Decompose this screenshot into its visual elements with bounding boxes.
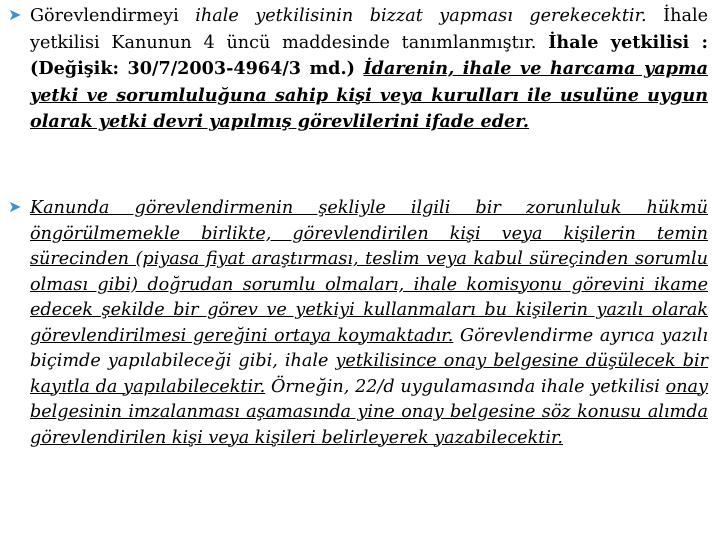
bullet-paragraph-2 xyxy=(8,196,708,451)
paragraph-1-text xyxy=(30,4,708,136)
paragraph-2-segment: yetkilisince onay belgesine düşülecek bir kayıtla da yapılabilecektir. xyxy=(30,351,708,397)
paragraph-1-segment: İdarenin, ihale ve harcama yapma yetki ve sorumluluğuna sahip kişi veya kurulları ile usulüne uygun olarak yetki devri yapılmış görevlilerini ifade eder. xyxy=(30,58,708,132)
paragraph-1-segment: ihale yetkilisinin bizzat yapması gerekecektir. xyxy=(195,6,647,26)
paragraph-1-segment: İhale yetkilisi : (Değişik: 30/7/2003-4964/3 md.) xyxy=(30,31,708,79)
paragraph-1-segment: İhale yetkilisi Kanunun 4 üncü maddesinde tanımlanmıştır. xyxy=(30,6,708,53)
arrow-bullet-icon: ➤ xyxy=(8,5,22,24)
paragraph-2-text xyxy=(30,196,708,451)
paragraph-1-segment: Görevlendirmeyi xyxy=(30,6,196,26)
paragraph-2-segment: Görevlendirme ayrıca yazılı biçimde yapılabileceği gibi, ihale xyxy=(30,325,709,371)
paragraph-2-segment: Örneğin, 22/d uygulamasında ihale yetkilisi xyxy=(265,376,666,397)
bullet-paragraph-1 xyxy=(8,4,708,136)
arrow-bullet-icon: ➤ xyxy=(8,197,22,216)
paragraph-2-segment: onay belgesinin imzalanması aşamasında yine onay belgesine söz konusu alımda görevlendirilen kişi veya kişileri belirleyerek yazabilecektir. xyxy=(30,376,708,448)
paragraph-2-segment: Kanunda görevlendirmenin şekliyle ilgili bir zorunluluk hükmü öngörülmemekle birlikte, görevlendirilen kişi veya kişilerin temin sürecinden (piyasa fiyat araştırması, teslim veya kabul süreçinden sorumlu olması gibi) doğrudan sorumlu olmaları, ihale komisyonu görevini ikame edecek şekilde bir görev ve yetkiyi kullanmaları bu kişilerin yazılı olarak görevlendirilmesi gereğini ortaya koymaktadır. xyxy=(30,198,708,346)
